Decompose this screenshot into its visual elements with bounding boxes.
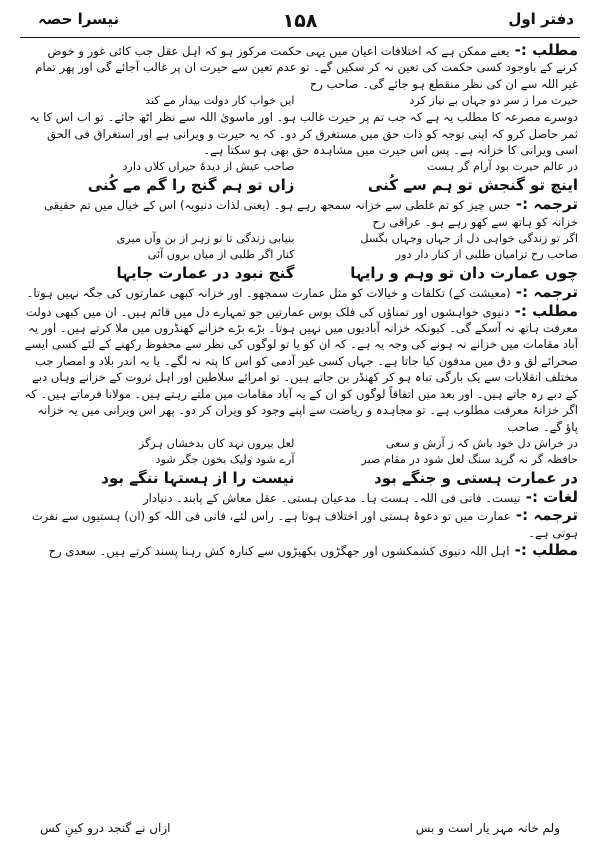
verse-couplet <box>22 247 578 262</box>
paragraph-text: عمارت میں تو دعوۂ ہستی اور اختلاف ہوتا ہے۔ راس لئے، فانی فی اللہ کو (ان) ہستیوں سے نفرت ہوتی ہے۔ <box>31 509 578 540</box>
paragraph-heading: ترجمہ :- <box>510 195 578 214</box>
paragraph <box>22 507 578 541</box>
verse-first-hemistich: در خراش دل خود باش کہ ز آزش و سعی <box>385 436 578 450</box>
paragraph-text: نیست۔ فانی فی اللہ۔ ہست ہا۔ مدعیان ہستی۔ عقل معاش کے پابند۔ دنیادار <box>143 490 521 505</box>
paragraph-heading: مطلب :- <box>509 301 578 320</box>
paragraph-text: دنیوی خواہشوں اور تمناؤں کی فلک بوس عمارتیں جو تمہارے دل میں قائم ہیں۔ ان میں کبھی دولت معرفت ہاتھ نہ آسکے گی۔ کیونکہ خزانہ آبادیوں میں نہیں ہوتا۔ بڑے بڑے خزانے کھنڈروں میں ملا کرتے ہیں۔ اور یہ آباد مقامات میں خزانے نہ ہونے کی وجہ یہ ہے۔ کہ ان کو یا تو لوگوں کی نظر سے محفوظ رکھنے کے لئے کسی ایسے صحرائے لق و دق میں مدفون کیا جاتا ہے۔ جہاں کسی غیر آدمی کو اس کا پتہ نہ لگے۔ یا یہ اندر بلاد و امصار جب مختلف انقلابات سے یک بارگی تباہ ہو کر کھنڈر بن جاتے ہیں۔ تو امرائے سلاطین اور اہل ثروت کے خزانے وہاں دبے کے دبے رہ جاتے ہیں۔ اور بعد میں اتفاقاً لوگوں کو ان کے یہ آباد مقامات میں ملتے رہتے ہیں۔ مولانا فرماتے ہیں۔ کہ اگر خزانۂ معرفت مطلوب ہے۔ تو مجاہدہ و ریاضت سے اپنے وجود کو ویران کر دو۔ پھر اس ویرانی میں یہ خزانہ پاؤ گے۔ صاحب <box>24 304 578 434</box>
volume-label: دفتر اول <box>508 10 574 28</box>
paragraph <box>22 42 578 92</box>
closing-verse-left: ازاں نے گنجد درو کینِ کس <box>40 821 171 835</box>
paragraph-text: دوسرے مصرعہ کا مطلب یہ ہے کہ جب تم پر حیرت غالب ہو۔ اور ماسویٰ اللہ سے نظر اٹھ جائے۔ تو اب اس کا یہ ثمر حاصل کرو کہ اپنی توجہ کو ذات حق میں مستغرق کر دو۔ کہ یہ حیرت و ویرانی ہے اور استغراق فی الحق اسی ویرانی کا خزانہ ہے۔ پس اس حیرت میں مشاہدہ حق بھی ہو سکتا ہے۔ <box>29 110 578 158</box>
header-rule <box>20 37 580 38</box>
paragraph-heading: ترجمہ :- <box>510 506 578 525</box>
paragraph-heading: مطلب :- <box>509 541 578 560</box>
section-label: نیسرا حصہ <box>38 10 120 28</box>
paragraph <box>22 284 578 301</box>
paragraph <box>22 542 578 559</box>
paragraph <box>22 196 578 230</box>
paragraph-text: اہل اللہ دنیوی کشمکشوں اور جھگڑوں بکھیڑوں سے کنارہ کش رہنا پسند کرتے ہیں۔ سعدی رح <box>48 544 510 559</box>
verse-second-hemistich: بنیابی زندگی تا نو زہر از بن وآں میری <box>116 232 295 246</box>
page-body <box>22 42 578 819</box>
verse-second-hemistich: نیست را از ہستہا ننگے بود <box>101 468 295 487</box>
verse-second-hemistich: صاحب عیش از دیدۂ حیراں کلاں دارد <box>122 160 295 174</box>
paragraph-heading: لغات :- <box>520 487 578 506</box>
verse-couplet <box>22 263 578 283</box>
page-header <box>20 6 580 34</box>
verse-couplet <box>22 231 578 246</box>
verse-couplet <box>22 452 578 467</box>
closing-verse <box>40 821 560 839</box>
verse-second-hemistich: کنار اگر طلبی از میاں بروں آئی <box>147 248 295 262</box>
verse-second-hemistich: ایں خواب کار دولت بیدار مے کند <box>145 94 295 108</box>
verse-couplet <box>22 175 578 195</box>
verse-first-hemistich: صاحب رح تزامیاں طلبی از کنار دار دور <box>395 248 578 262</box>
paragraph-text: یعنے ممکن ہے کہ اختلافات اعیان میں یہی حکمت مرکوز ہو کہ اہل عقل جب کائی غور و خوض کرنے کے باوجود کسی حکمت کی تعین نہ کر سکیں گے۔ تو عدم تعین سے حیرت ان پر غالب آجائے گی اور پھر تمام غیر اللہ سے ان کی نظر منقطع ہو جائے گی۔ صاحب رح <box>35 44 578 91</box>
verse-first-hemistich: در عمارت ہستی و جنگے بود <box>374 468 578 487</box>
verse-second-hemistich: زاں تو ہم گنج را گم مے کُنی <box>87 176 295 195</box>
verse-first-hemistich: حافظہ گر نہ گرید سنگ لعل شود در مقام صبر <box>361 452 578 466</box>
verse-first-hemistich: چوں عمارت دان تو وہم و رایہا <box>350 264 578 283</box>
verse-first-hemistich: در عالم حیرت بود آرام گر ہست <box>426 160 578 174</box>
verse-first-hemistich: اینچ تو گنجش تو ہم سے کُنی <box>367 176 578 195</box>
verse-first-hemistich: اگر تو زندگی خواہی دل از جہاں وجہاں بگسل <box>360 232 578 246</box>
closing-verse-right: ولم خانہ مہر یار است و بس <box>415 821 560 835</box>
verse-couplet <box>22 468 578 488</box>
verse-couplet <box>22 93 578 108</box>
paragraph-text: جس چیز کو تم غلطی سے خزانہ سمجھ رہے ہو۔ (یعنی لذات دنیویہ) اس کے خیال میں تم حقیقی خزانہ کو ہاتھ سے کھو رہے ہو۔ عراقی رح <box>44 198 578 229</box>
verse-first-hemistich: حیرت مرا ز سر دو جہاں بے نیاز کرد <box>409 94 578 108</box>
verse-couplet <box>22 159 578 174</box>
verse-second-hemistich: لعل بیروں نہد کاں بدخشاں ہرگز <box>138 436 295 450</box>
paragraph-heading: ترجمہ :- <box>510 283 578 302</box>
paragraph <box>22 303 578 435</box>
verse-second-hemistich: آرے شود ولیک بخون جگر شود <box>155 452 295 466</box>
paragraph <box>22 109 578 158</box>
paragraph <box>22 489 578 506</box>
page-number: ۱۵۸ <box>282 10 318 32</box>
verse-second-hemistich: گنج نبود در عمارت جایہا <box>116 264 295 283</box>
paragraph-text: (معیشت کے) تکلفات و خیالات کو مثل عمارت سمجھو۔ اور خزانہ کبھی عمارتوں کی جگہ نہیں ہوتا۔ <box>26 286 511 301</box>
paragraph-heading: مطلب :- <box>509 42 578 59</box>
verse-couplet <box>22 436 578 451</box>
